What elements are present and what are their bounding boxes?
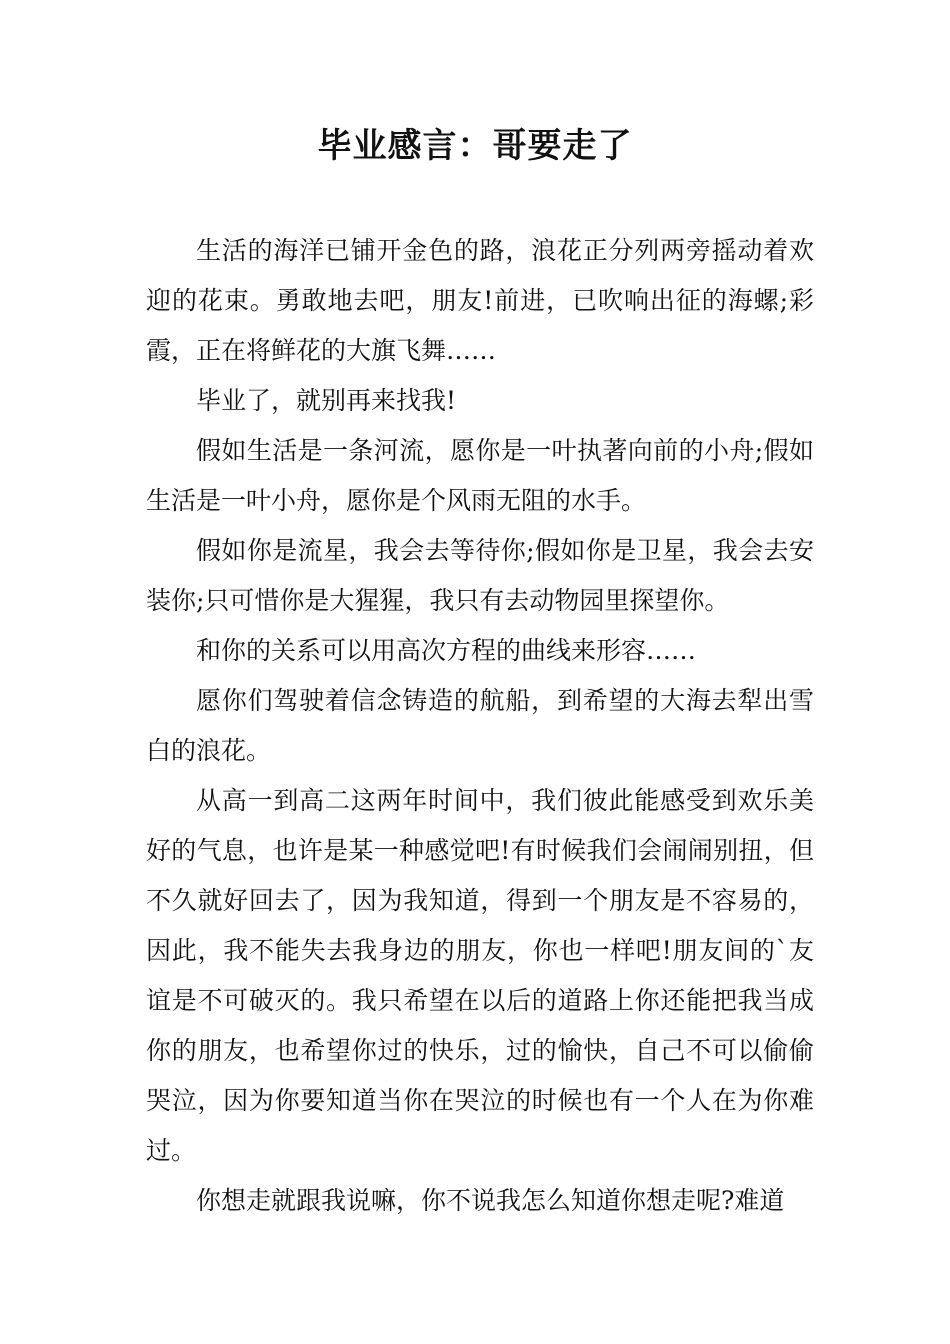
document-title: 毕业感言：哥要走了 — [317, 126, 633, 166]
paragraph-6: 愿你们驾驶着信念铸造的航船，到希望的大海去犁出雪白的浪花。 — [146, 686, 814, 765]
paragraph-3: 假如生活是一条河流，愿你是一叶执著向前的小舟;假如生活是一叶小舟，愿你是个风雨无阻的水手。 — [146, 436, 814, 515]
paragraph-2: 毕业了，就别再来找我! — [196, 386, 457, 415]
paragraph-8: 你想走就跟我说嘛，你不说我怎么知道你想走呢?难道 — [196, 1186, 785, 1215]
paragraph-4: 假如你是流星，我会去等待你;假如你是卫星，我会去安装你;只可惜你是大猩猩，我只有去动物园里探望你。 — [146, 536, 814, 615]
paragraph-7: 从高一到高二这两年时间中，我们彼此能感受到欢乐美好的气息，也许是某一种感觉吧!有时候我们会闹闹别扭，但不久就好回去了，因为我知道，得到一个朋友是不容易的，因此，我不能失去我身边的朋友，你也一样吧!朋友间的`友谊是不可破灭的。我只希望在以后的道路上你还能把我当成你的朋友，也希望你过的快乐，过的愉快，自己不可以偷偷哭泣，因为你要知道当你在哭泣的时候也有一个人在为你难过。 — [146, 786, 814, 1165]
document-body — [146, 226, 814, 1226]
paragraph-5: 和你的关系可以用高次方程的曲线来形容…… — [196, 636, 697, 665]
paragraph-1: 生活的海洋已铺开金色的路，浪花正分列两旁摇动着欢迎的花束。勇敢地去吧，朋友!前进，已吹响出征的海螺;彩霞，正在将鲜花的大旗飞舞…… — [146, 236, 814, 365]
